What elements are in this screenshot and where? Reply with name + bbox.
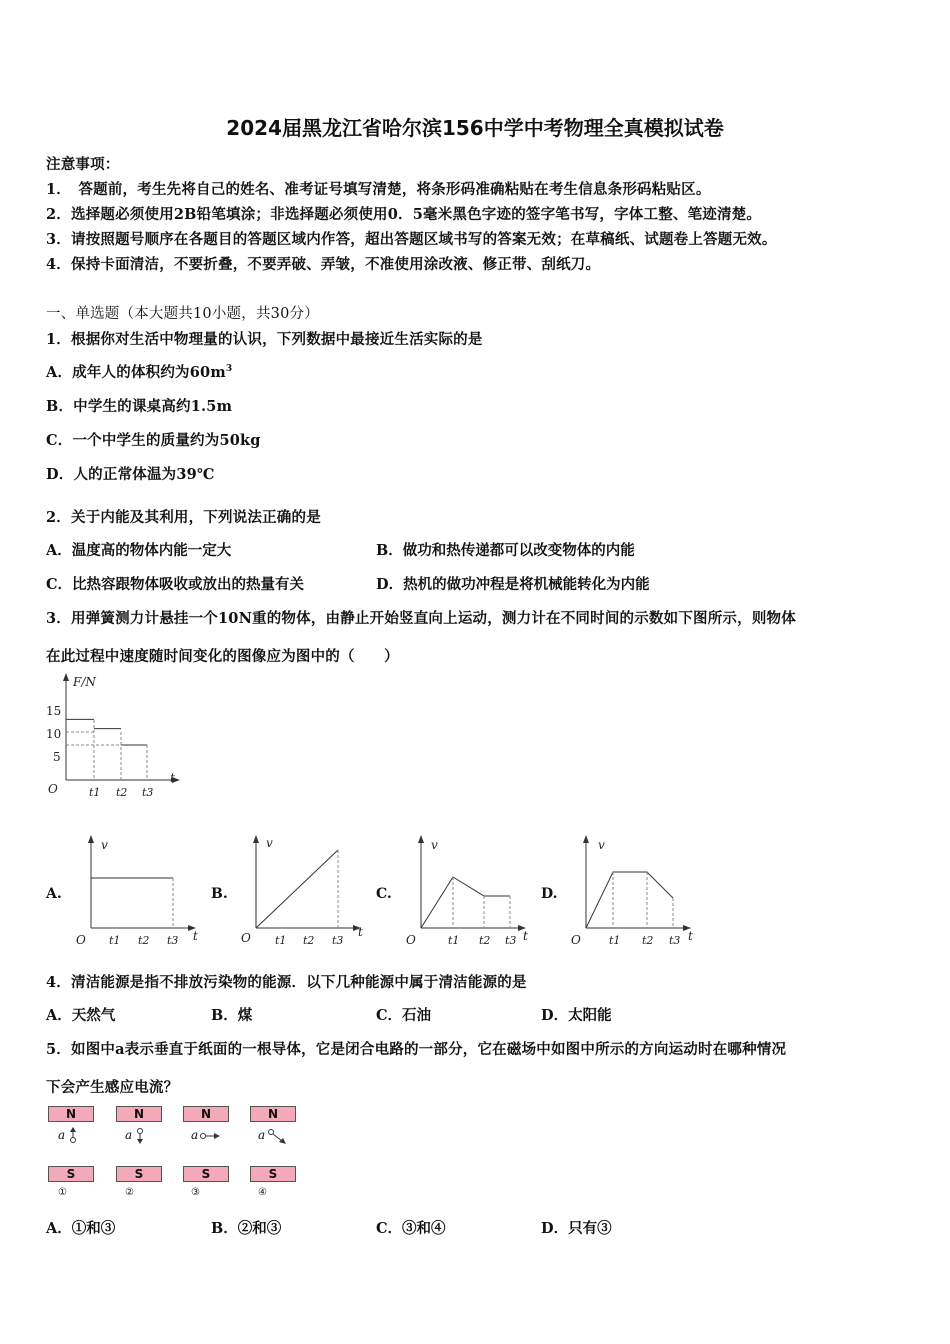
svg-text:t3: t3 — [505, 934, 517, 947]
vt-line-d — [586, 872, 673, 928]
svg-text:t: t — [358, 925, 363, 939]
svg-text:t2: t2 — [642, 934, 654, 947]
svg-text:O: O — [406, 933, 416, 947]
svg-text:t2: t2 — [303, 934, 315, 947]
diagram-number: ② — [125, 1187, 134, 1198]
q5-option-a: A．①和③ — [46, 1220, 116, 1237]
notice-item: 3．请按照题号顺序在各题目的答题区域内作答，超出答题区域书写的答案无效；在草稿纸、试题卷上答题无效。 — [46, 231, 777, 248]
force-time-graph — [40, 670, 190, 805]
diagram-number: ④ — [258, 1187, 267, 1198]
magnet-south: S — [48, 1166, 94, 1182]
svg-text:t1: t1 — [275, 934, 287, 947]
vt-graph-d — [565, 830, 700, 950]
arrow-diagonal-icon — [267, 1128, 289, 1146]
vt-graph-c — [400, 830, 535, 950]
svg-text:t3: t3 — [669, 934, 681, 947]
force-graph-origin: O — [48, 782, 58, 796]
svg-text:t: t — [193, 929, 198, 943]
vt-line-c — [421, 877, 510, 928]
q4-stem: 4．清洁能源是指不排放污染物的能源．以下几种能源中属于清洁能源的是 — [46, 974, 527, 991]
svg-text:t: t — [688, 929, 693, 943]
q4-option-b: B．煤 — [211, 1007, 253, 1024]
magnet-north: N — [48, 1106, 94, 1122]
q3-stem-line2: 在此过程中速度随时间变化的图像应为图中的（ ） — [46, 648, 399, 665]
notice-item: 2．选择题必须使用2B铅笔填涂；非选择题必须使用0．5毫米黑色字迹的签字笔书写，字体工整、笔迹清楚。 — [46, 206, 762, 223]
magnet-north: N — [116, 1106, 162, 1122]
svg-text:t2: t2 — [138, 934, 150, 947]
arrow-down-icon — [134, 1126, 148, 1146]
section-heading: 一、单选题（本大题共10小题，共30分） — [46, 306, 319, 322]
svg-text:t: t — [523, 929, 528, 943]
force-graph-xtick: t2 — [116, 786, 128, 799]
conductor-label: a — [125, 1128, 133, 1142]
q4-option-d: D．太阳能 — [541, 1007, 612, 1024]
notice-item: 1． 答题前，考生先将自己的姓名、准考证号填写清楚，将条形码准确粘贴在考生信息条形码粘贴区。 — [46, 181, 711, 198]
svg-text:v: v — [266, 836, 273, 850]
q1-stem: 1．根据你对生活中物理量的认识，下列数据中最接近生活实际的是 — [46, 331, 483, 348]
q4-option-a: A．天然气 — [46, 1007, 116, 1024]
force-graph-ytick: 15 — [46, 704, 62, 718]
q5-option-c: C．③和④ — [376, 1220, 446, 1237]
arrow-up-icon — [67, 1126, 81, 1146]
magnet-south: S — [250, 1166, 296, 1182]
force-graph-xlabel: t — [170, 771, 175, 785]
q2-option-b: B．做功和热传递都可以改变物体的内能 — [376, 542, 635, 559]
q1-option-b: B．中学生的课桌高约1.5m — [46, 398, 233, 415]
force-graph-ytick: 5 — [53, 750, 61, 764]
magnet-north: N — [250, 1106, 296, 1122]
conductor-label: a — [191, 1128, 199, 1142]
magnet-north: N — [183, 1106, 229, 1122]
svg-text:O: O — [241, 931, 251, 945]
svg-text:v: v — [431, 838, 438, 852]
page-title: 2024届黑龙江省哈尔滨156中学中考物理全真模拟试卷 — [226, 116, 724, 140]
force-graph-xtick: t3 — [142, 786, 154, 799]
q3-option-d-label: D. — [541, 886, 558, 902]
q5-option-d: D．只有③ — [541, 1220, 612, 1237]
vt-line-b — [256, 850, 338, 928]
diagram-number: ③ — [191, 1187, 200, 1198]
q2-option-d: D．热机的做功冲程是将机械能转化为内能 — [376, 576, 650, 593]
svg-text:t1: t1 — [609, 934, 621, 947]
arrow-right-icon — [199, 1130, 223, 1142]
notice-item: 4．保持卡面清洁，不要折叠，不要弄破、弄皱，不准使用涂改液、修正带、刮纸刀。 — [46, 256, 601, 273]
svg-text:v: v — [598, 838, 605, 852]
svg-text:t3: t3 — [332, 934, 344, 947]
q4-option-c: C．石油 — [376, 1007, 432, 1024]
q3-option-c-label: C. — [376, 886, 392, 902]
q5-stem-line1: 5．如图中a表示垂直于纸面的一根导体，它是闭合电路的一部分，它在磁场中如图中所示的方向运动时在哪种情况 — [46, 1041, 787, 1058]
q1-option-d: D．人的正常体温为39℃ — [46, 466, 215, 483]
vt-graph-b — [235, 830, 370, 950]
magnet-south: S — [183, 1166, 229, 1182]
svg-text:O: O — [571, 933, 581, 947]
q2-option-a: A．温度高的物体内能一定大 — [46, 542, 232, 559]
svg-text:t1: t1 — [448, 934, 460, 947]
q1-option-a: A．成年人的体积约为$60m^3$ — [46, 364, 233, 381]
q3-option-a-label: A. — [46, 886, 62, 902]
q2-option-c: C．比热容跟物体吸收或放出的热量有关 — [46, 576, 305, 593]
svg-text:v: v — [101, 838, 108, 852]
q1-option-c: C．一个中学生的质量约为50kg — [46, 432, 261, 449]
q3-option-b-label: B. — [211, 886, 228, 902]
q5-option-b: B．②和③ — [211, 1220, 282, 1237]
force-graph-ytick: 10 — [46, 727, 62, 741]
diagram-number: ① — [58, 1187, 67, 1198]
svg-text:t1: t1 — [109, 934, 121, 947]
q3-stem-line1: 3．用弹簧测力计悬挂一个10N重的物体，由静止开始竖直向上运动，测力计在不同时间的示数如下图所示，则物体 — [46, 610, 796, 627]
vt-graph-a — [70, 830, 205, 950]
q2-stem: 2．关于内能及其利用，下列说法正确的是 — [46, 509, 321, 526]
magnet-south: S — [116, 1166, 162, 1182]
notice-heading: 注意事项： — [46, 156, 120, 173]
force-graph-ylabel: F/N — [73, 675, 96, 689]
conductor-label: a — [58, 1128, 66, 1142]
svg-text:O: O — [76, 933, 86, 947]
conductor-label: a — [258, 1128, 266, 1142]
force-graph-xtick: t1 — [89, 786, 101, 799]
q5-stem-line2: 下会产生感应电流？ — [46, 1079, 179, 1096]
svg-text:t3: t3 — [167, 934, 179, 947]
svg-text:t2: t2 — [479, 934, 491, 947]
